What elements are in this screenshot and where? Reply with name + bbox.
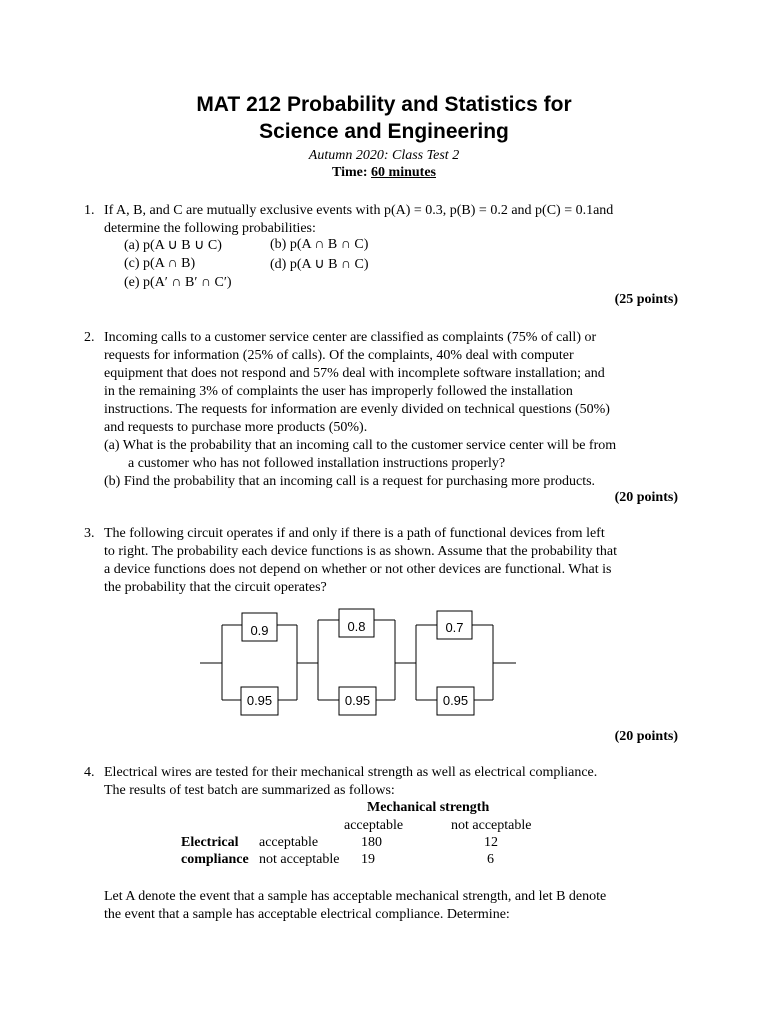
question-text: and requests to purchase more products (50%).: [104, 420, 368, 435]
table-row-label-acceptable: acceptable: [259, 835, 319, 850]
question-text: a device functions does not depend on whether or not other devices are functional. What is: [104, 562, 612, 577]
q2-part-a-cont: a customer who has not followed installation instructions properly?: [128, 456, 506, 471]
question-number: 2.: [84, 330, 95, 345]
q3-points: (20 points): [614, 729, 678, 744]
device-prob-bottom-1: 0.95: [246, 693, 273, 708]
question-number: 1.: [84, 203, 95, 218]
q1-option-b: (b) p(A ∩ B ∩ C): [270, 237, 369, 252]
table-row-label-not-acceptable: not acceptable: [259, 852, 340, 867]
table-header-mechanical: Mechanical strength: [367, 800, 490, 815]
table-col-acceptable: acceptable: [344, 818, 404, 833]
question-text: Electrical wires are tested for their mechanical strength as well as electrical compliance.: [104, 765, 598, 780]
table-row-group-electrical: Electrical: [181, 835, 239, 850]
table-cell-r2c1: 19: [361, 852, 375, 867]
question-text: to right. The probability each device functions is as shown. Assume that the probability that: [104, 544, 617, 559]
question-text: Incoming calls to a customer service center are classified as complaints (75% of call) or: [104, 330, 597, 345]
device-prob-top-3: 0.7: [445, 620, 464, 635]
question-text: in the remaining 3% of complaints the user has improperly followed the installation: [104, 384, 573, 399]
q1-option-c: (c) p(A ∩ B): [124, 256, 196, 271]
table-col-not-acceptable: not acceptable: [451, 818, 532, 833]
table-cell-r1c1: 180: [361, 835, 382, 850]
q2-part-b: (b) Find the probability that an incoming call is a request for purchasing more products.: [104, 474, 596, 489]
question-text: equipment that does not respond and 57% deal with incomplete software installation; and: [104, 366, 605, 381]
q1-option-a: (a) p(A ∪ B ∪ C): [124, 238, 222, 253]
question-text: Let A denote the event that a sample has acceptable mechanical strength, and let B denote: [104, 889, 607, 904]
time-label: Time:: [332, 165, 368, 180]
circuit-diagram: [0, 605, 768, 725]
subtitle: Autumn 2020: Class Test 2: [308, 148, 460, 163]
q1-option-d: (d) p(A ∪ B ∩ C): [270, 257, 369, 272]
device-prob-top-1: 0.9: [250, 623, 269, 638]
table-row-group-compliance: compliance: [181, 852, 249, 867]
time-line: [0, 165, 768, 181]
page-title: MAT 212 Probability and Statistics for: [196, 93, 572, 116]
question-text: the event that a sample has acceptable electrical compliance. Determine:: [104, 907, 510, 922]
table-cell-r2c2: 6: [487, 852, 494, 867]
table-cell-r1c2: 12: [484, 835, 498, 850]
question-text: requests for information (25% of calls). Of the complaints, 40% deal with computer: [104, 348, 574, 363]
question-text: the probability that the circuit operates?: [104, 580, 327, 595]
question-text: The results of test batch are summarized as follows:: [104, 783, 395, 798]
question-number: 4.: [84, 765, 95, 780]
q2-points: (20 points): [614, 490, 678, 505]
question-2: [84, 329, 680, 491]
question-text: If A, B, and C are mutually exclusive events with p(A) = 0.3, p(B) = 0.2 and p(C) = 0.1and: [104, 203, 614, 218]
q1-option-e: (e) p(A′ ∩ B′ ∩ C′): [124, 275, 232, 290]
device-prob-bottom-2: 0.95: [344, 693, 371, 708]
q1-points: (25 points): [614, 292, 678, 307]
question-1: [84, 202, 680, 238]
question-text: instructions. The requests for information are evenly divided on technical questions (50%): [104, 402, 610, 417]
question-4-continued: [104, 888, 680, 924]
time-value: 60 minutes: [371, 165, 436, 180]
question-text: determine the following probabilities:: [104, 221, 316, 236]
question-3: [84, 525, 680, 597]
question-number: 3.: [84, 526, 95, 541]
q2-part-a: (a) What is the probability that an incoming call to the customer service center will be from: [104, 438, 617, 453]
page-title-line2: Science and Engineering: [259, 120, 509, 143]
question-text: The following circuit operates if and only if there is a path of functional devices from left: [104, 526, 605, 541]
device-prob-bottom-3: 0.95: [442, 693, 469, 708]
question-4: [84, 764, 680, 800]
device-prob-top-2: 0.8: [347, 619, 366, 634]
